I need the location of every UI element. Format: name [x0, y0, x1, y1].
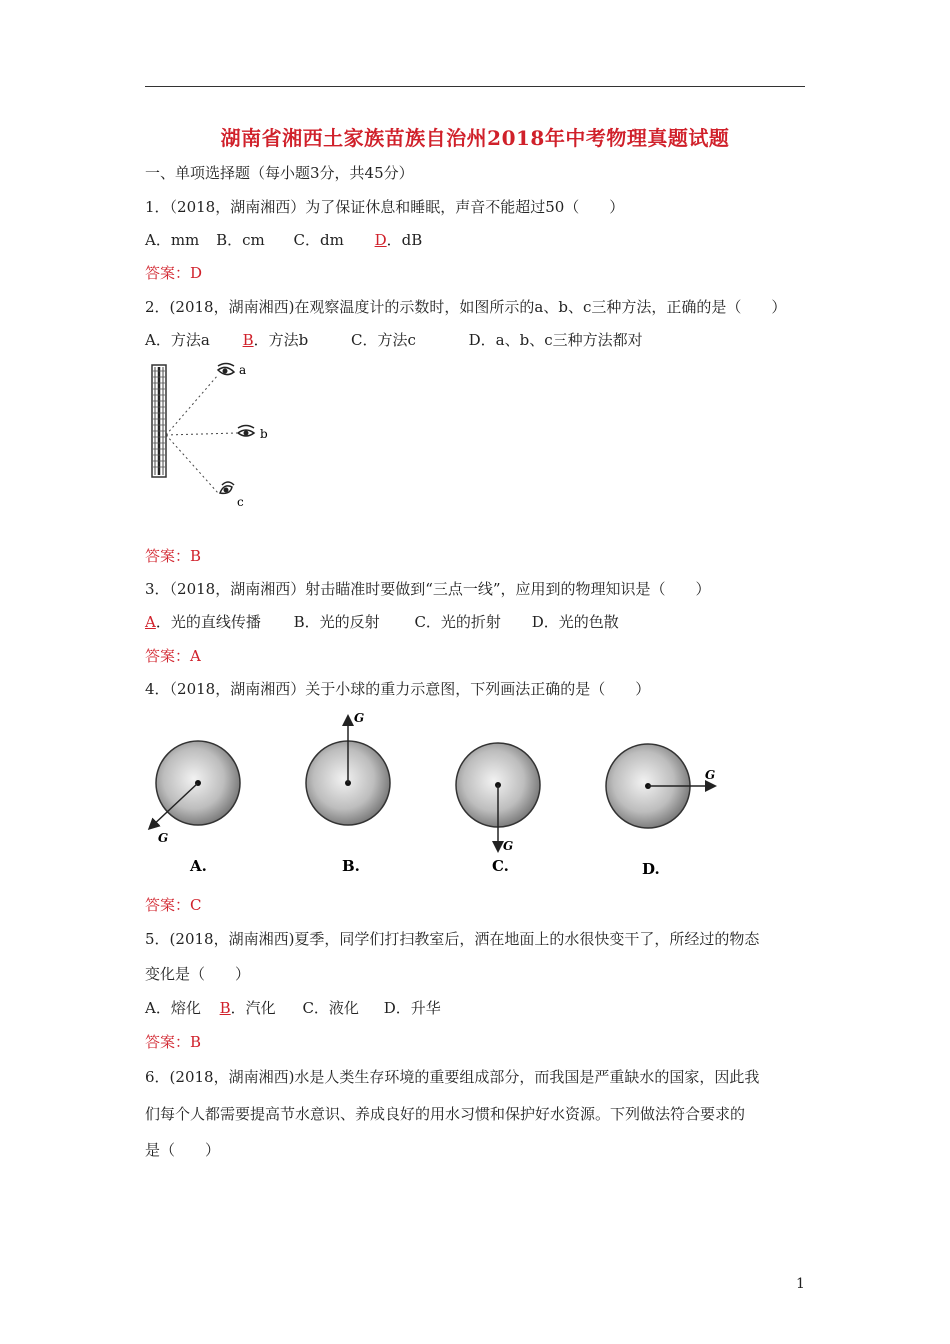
q1-stem: 1．（2018，湖南湘西）为了保证休息和睡眠，声音不能超过50（ ） [145, 198, 625, 216]
q3-option-d: D．光的色散 [531, 613, 619, 631]
q1-option-c: C．dm [293, 231, 344, 249]
thermometer [152, 365, 166, 477]
q6-stem-line1: 6．(2018，湖南湘西)水是人类生存环境的重要组成部分，而我国是严重缺水的国家，因此我 [145, 1068, 760, 1086]
q3-option-a-letter: A [145, 613, 156, 631]
q3-option-a [145, 612, 261, 632]
page-title: 湖南省湘西土家族苗族自治州2018年中考物理真题试题 [220, 126, 730, 150]
q2-answer: 答案：B [145, 547, 202, 565]
force-label-d: G [705, 768, 716, 782]
eye-b-icon [238, 426, 254, 437]
q5-option-c: C．液化 [302, 999, 359, 1017]
q2-options [145, 330, 643, 350]
q2-option-b-text: ．方法b [253, 331, 309, 349]
q1-options [145, 230, 422, 250]
q5-answer: 答案：B [145, 1033, 202, 1051]
sight-line-a [166, 375, 218, 435]
sight-line-b [166, 433, 237, 435]
q6-stem-line3: 是（ ） [145, 1141, 221, 1159]
ball-b [306, 711, 390, 875]
q2-stem: 2．(2018，湖南湘西)在观察温度计的示数时，如图所示的a、b、c三种方法，正确的是（ ） [145, 298, 787, 316]
q5-stem-line1: 5．(2018，湖南湘西)夏季，同学们打扫教室后，洒在地面上的水很快变干了，所经过的物态 [145, 930, 760, 948]
q5-option-b-text: ．汽化 [230, 999, 276, 1017]
q5-option-a: A．熔化 [145, 999, 201, 1017]
q5-option-b-letter: B [219, 999, 231, 1017]
sight-line-c [166, 435, 218, 493]
q4-stem: 4．（2018，湖南湘西）关于小球的重力示意图，下列画法正确的是（ ） [145, 680, 651, 698]
q3-stem: 3．（2018，湖南湘西）射击瞄准时要做到“三点一线”，应用到的物理知识是（ ） [145, 580, 711, 598]
q1-option-a: A．mm [145, 231, 200, 249]
q5-option-b [220, 998, 276, 1018]
header-rule [145, 86, 805, 87]
caption-d: D. [642, 860, 660, 878]
q2-option-b-letter: B [242, 331, 254, 349]
q5-option-d: D．升华 [383, 999, 441, 1017]
q3-answer: 答案：A [145, 647, 201, 665]
section-heading: 一、单项选择题（每小题3分，共45分） [145, 164, 414, 182]
label-a: a [239, 363, 247, 377]
q4-answer: 答案：C [145, 896, 202, 914]
q1-answer: 答案：D [145, 264, 203, 282]
q1-option-d-text: ．dB [386, 231, 423, 249]
q2-option-d: D．a、b、c三种方法都对 [468, 331, 643, 349]
label-c: c [237, 495, 244, 509]
ball-a [150, 741, 240, 875]
q5-stem-line2: 变化是（ ） [145, 965, 251, 983]
q3-options [145, 612, 619, 632]
q1-option-b: B．cm [216, 231, 265, 249]
gravity-figure [140, 708, 740, 883]
force-label-a: G [158, 831, 169, 845]
q6-stem-line2: 们每个人都需要提高节水意识、养成良好的用水习惯和保护好水资源。下列做法符合要求的 [145, 1105, 746, 1123]
label-b: b [260, 427, 268, 441]
caption-b: B. [342, 857, 360, 875]
q2-option-b [243, 330, 309, 350]
q2-option-c: C．方法c [350, 331, 416, 349]
force-label-c: G [503, 839, 514, 853]
q3-option-a-text: ．光的直线传播 [155, 613, 261, 631]
q5-options [145, 998, 441, 1018]
ball-c [456, 743, 540, 875]
thermometer-figure [140, 355, 290, 520]
ball-d [606, 744, 715, 878]
q1-option-d [375, 230, 423, 250]
q2-option-a: A．方法a [145, 331, 210, 349]
force-label-b: G [354, 711, 365, 725]
q3-option-c: C．光的折射 [414, 613, 501, 631]
q3-option-b: B．光的反射 [293, 613, 380, 631]
q1-option-d-letter: D [374, 231, 387, 249]
eye-c-icon [220, 482, 234, 493]
caption-c: C. [492, 857, 509, 875]
caption-a: A. [190, 857, 207, 875]
page-number: 1 [796, 1276, 805, 1292]
eye-a-icon [218, 364, 234, 375]
